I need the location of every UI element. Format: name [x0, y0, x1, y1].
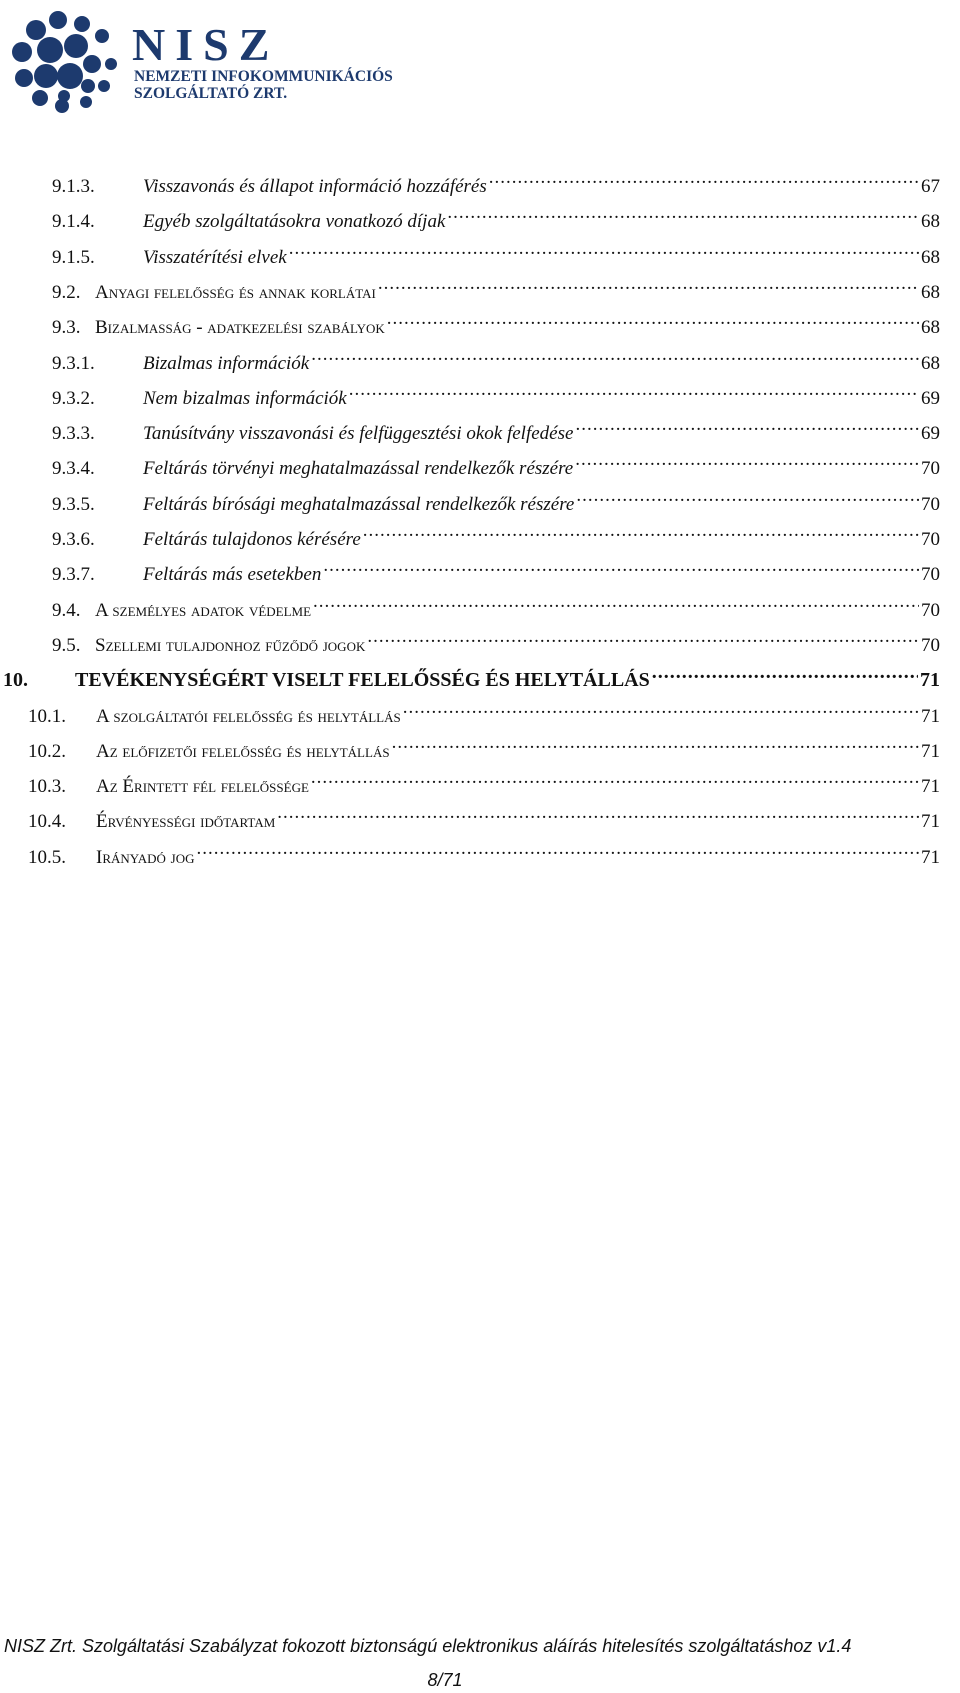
toc-entry-number: 9.3.6.	[52, 529, 95, 550]
toc-entry-number: 9.5.	[52, 634, 81, 656]
toc-entry[interactable]	[52, 446, 940, 480]
toc-entry-page[interactable]: 70	[919, 632, 940, 660]
toc-entry[interactable]	[52, 411, 940, 445]
footer-document-title: NISZ Zrt. Szolgáltatási Szabályzat fokozott biztonságú elektronikus aláírás hitelesítés szolgáltatáshoz v1.4	[4, 1636, 852, 1656]
toc-entry-number: 9.3.	[52, 317, 81, 339]
toc-entry-number: 9.3.5.	[52, 493, 95, 515]
toc-entry-title[interactable]: TEVÉKENYSÉGÉRT VISELT FELELŐSSÉG ÉS HELYTÁLLÁS	[75, 669, 650, 692]
page-header	[10, 6, 393, 116]
toc-entry[interactable]	[28, 835, 940, 868]
toc-entry[interactable]	[28, 764, 940, 798]
toc-entry-number: 9.1.3.	[52, 176, 95, 197]
toc-entry[interactable]	[28, 729, 940, 762]
toc-entry-page[interactable]: 68	[919, 314, 940, 342]
toc-entry[interactable]	[52, 341, 940, 374]
toc-dot-leader	[311, 764, 919, 792]
toc-dot-leader	[387, 305, 919, 333]
toc-entry-number: 10.2.	[28, 740, 66, 762]
toc-dot-leader	[289, 235, 919, 263]
toc-entry-page[interactable]: 68	[919, 208, 940, 236]
toc-entry-page[interactable]: 69	[919, 420, 940, 448]
toc-entry-page[interactable]: 69	[919, 385, 940, 413]
toc-entry-number: 10.3.	[28, 776, 66, 798]
toc-entry-title[interactable]: Anyagi felelősség és annak korlátai	[95, 281, 376, 303]
toc-entry-title[interactable]: Egyéb szolgáltatásokra vonatkozó díjak	[143, 211, 446, 233]
toc-entry-number: 9.3.3.	[52, 423, 95, 445]
toc-dot-leader	[447, 199, 919, 227]
toc-entry-title[interactable]: Bizalmasság - adatkezelési szabályok	[95, 317, 385, 339]
toc-entry-number: 10.1.	[28, 705, 66, 727]
toc-entry-number: 9.2.	[52, 281, 81, 303]
toc-dot-leader	[196, 835, 919, 863]
toc-entry-page[interactable]: 71	[919, 844, 940, 872]
toc-entry-title[interactable]: Nem bizalmas információk	[143, 387, 347, 409]
toc-entry-page[interactable]: 71	[919, 703, 940, 731]
toc-entry-title[interactable]: A személyes adatok védelme	[95, 599, 312, 621]
toc-entry-number: 10.4.	[28, 811, 66, 833]
toc-entry-page[interactable]: 70	[919, 526, 940, 554]
toc-entry-number: 9.3.1.	[52, 352, 95, 374]
toc-entry[interactable]	[28, 694, 940, 727]
toc-dot-leader	[575, 446, 919, 474]
toc-dot-leader	[363, 517, 919, 545]
toc-entry[interactable]	[52, 270, 940, 303]
toc-entry-title[interactable]: Feltárás törvényi meghatalmazással rendelkezők részére	[143, 458, 574, 480]
toc-dot-leader	[652, 658, 918, 686]
logo-subtitle-line2: SZOLGÁLTATÓ ZRT.	[134, 85, 288, 102]
toc-entry-page[interactable]: 70	[919, 597, 940, 625]
toc-entry-number: 9.3.4.	[52, 458, 95, 480]
logo-name: NISZ	[132, 19, 280, 70]
toc-entry[interactable]	[3, 658, 940, 692]
toc-dot-leader	[313, 588, 919, 616]
toc-dot-leader	[403, 694, 919, 722]
toc-dot-leader	[392, 729, 919, 757]
toc-entry-number: 9.1.4.	[52, 211, 95, 233]
toc-entry-title[interactable]: Szellemi tulajdonhoz fűződő jogok	[95, 634, 366, 656]
toc-dot-leader	[311, 341, 919, 369]
toc-entry-page[interactable]: 71	[919, 773, 940, 801]
toc-entry-title[interactable]: Az előfizetői felelősség és helytállás	[96, 740, 390, 762]
toc-entry[interactable]	[52, 517, 940, 550]
toc-entry-number: 9.3.2.	[52, 387, 95, 409]
toc-entry-title[interactable]: Érvényességi időtartam	[96, 811, 276, 833]
toc-entry-page[interactable]: 70	[919, 491, 940, 519]
toc-entry-page[interactable]: 68	[919, 350, 940, 378]
toc-entry-title[interactable]: Visszatérítési elvek	[143, 246, 287, 268]
toc-entry-title[interactable]: Visszavonás és állapot információ hozzáférés	[143, 176, 487, 197]
toc-entry-number: 9.3.7.	[52, 564, 95, 586]
toc-entry[interactable]	[52, 164, 940, 197]
toc-entry-page[interactable]: 70	[919, 455, 940, 483]
toc-entry-page[interactable]: 68	[919, 279, 940, 307]
toc-dot-leader	[576, 482, 919, 510]
logo-subtitle-line1: NEMZETI INFOKOMMUNIKÁCIÓS	[134, 68, 393, 85]
toc-entry-page[interactable]: 67	[919, 173, 940, 201]
toc-entry[interactable]	[52, 588, 940, 621]
toc-entry-title[interactable]: Feltárás tulajdonos kérésére	[143, 529, 361, 550]
toc-entry-number: 9.4.	[52, 599, 81, 621]
toc-dot-leader	[489, 164, 919, 192]
toc-dot-leader	[349, 376, 919, 404]
toc-entry[interactable]	[52, 305, 940, 339]
toc-entry-title[interactable]: Feltárás más esetekben	[143, 564, 322, 586]
toc-entry-page[interactable]: 71	[919, 738, 940, 766]
toc-entry-title[interactable]: Tanúsítvány visszavonási és felfüggesztési okok felfedése	[143, 423, 574, 445]
toc-entry-page[interactable]: 68	[919, 244, 940, 272]
toc-entry-number: 9.1.5.	[52, 246, 95, 268]
toc-entry-number: 10.5.	[28, 846, 66, 868]
toc-dot-leader	[323, 552, 919, 580]
toc-entry-page[interactable]: 70	[919, 561, 940, 589]
toc-entry-title[interactable]: A szolgáltatói felelősség és helytállás	[96, 705, 401, 727]
toc-entry[interactable]	[52, 376, 940, 409]
toc-entry-title[interactable]: Feltárás bírósági meghatalmazással rendelkezők részére	[143, 493, 575, 515]
toc-entry-title[interactable]: Irányadó jog	[96, 846, 195, 868]
toc-dot-leader	[378, 270, 919, 298]
toc-entry-page[interactable]: 71	[918, 666, 940, 694]
toc-entry[interactable]	[52, 199, 940, 233]
toc-dot-leader	[367, 623, 919, 651]
toc-entry[interactable]	[52, 552, 940, 586]
toc-entry-page[interactable]: 71	[919, 808, 940, 836]
toc-entry[interactable]	[28, 799, 940, 833]
toc-entry-title[interactable]: Az Érintett fél felelőssége	[96, 776, 309, 798]
toc-entry[interactable]	[52, 623, 940, 656]
toc-entry-title[interactable]: Bizalmas információk	[143, 352, 310, 374]
toc-dot-leader	[575, 411, 919, 439]
toc-entry[interactable]	[52, 482, 940, 515]
toc-entry[interactable]	[52, 235, 940, 268]
toc-dot-leader	[277, 799, 919, 827]
nisz-dots-logo-icon	[10, 6, 130, 116]
toc-entry-number: 10.	[3, 669, 28, 692]
footer-page-number: 8/71	[427, 1670, 463, 1690]
